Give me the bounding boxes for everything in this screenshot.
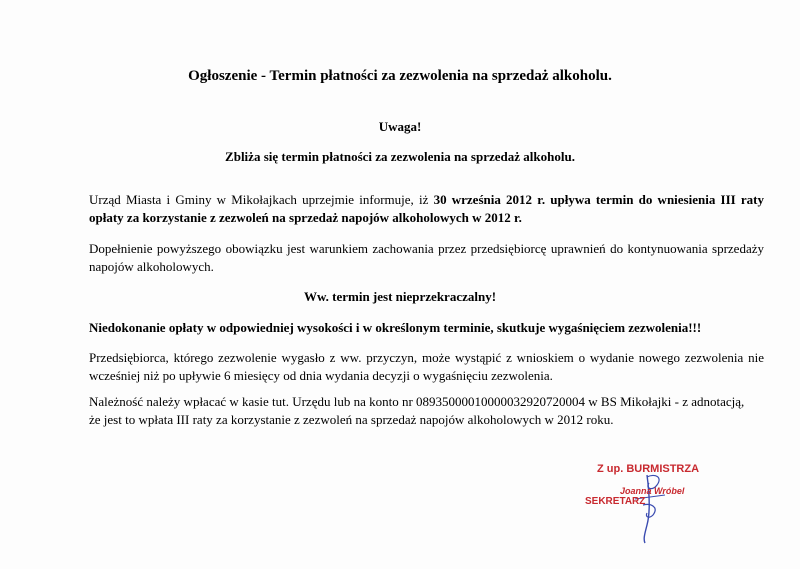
paragraph-payment: Należność należy wpłacać w kasie tut. Urzędu lub na konto nr 08935000010000032920720004 w BS Mikołajki - z adnotacją, że jest to wpłata III raty za korzystanie z zezwoleń na sprzedaż napojów alkoholowych w 2012 roku.: [89, 394, 745, 427]
stamp-line-position: SEKRETARZ: [585, 496, 646, 507]
stamp-line-name: Joanna Wróbel: [620, 486, 685, 496]
attention-heading: Uwaga!: [378, 119, 422, 134]
paragraph-obligation: Dopełnienie powyższego obowiązku jest warunkiem zachowania przez przedsiębiorcę uprawnień do kontynuowania sprzedaży napojów alkoholowych.: [89, 241, 764, 274]
paragraph-new-permit: Przedsiębiorca, którego zezwolenie wygasło z ww. przyczyn, może wystąpić z wnioskiem o wydanie nowego zezwolenia nie wcześniej niż po upływie 6 miesięcy od dnia wydania decyzji o wygaśnięciu zezwolenia.: [89, 350, 764, 383]
document-title: Ogłoszenie - Termin płatności za zezwolenia na sprzedaż alkoholu.: [188, 68, 612, 84]
paragraph-announcement-deadline: 30 września 2012 r. upływa termin do wniesienia III raty opłaty za korzystanie z zezwoleń na sprzedaż napojów alkoholowych w 2012 r.: [89, 192, 765, 225]
warning-text: Niedokonanie opłaty w odpowiedniej wysokości i w określonym terminie, skutkuje wygaśnięciem zezwolenia!!!: [89, 320, 702, 335]
paragraph-announcement: [89, 191, 764, 227]
paragraph-announcement-intro: Urząd Miasta i Gminy w Mikołajkach uprzejmie informuje, iż: [89, 192, 434, 207]
subheading: Zbliża się termin płatności za zezwolenia na sprzedaż alkoholu.: [225, 149, 575, 164]
stamp-line-authorization: Z up. BURMISTRZA: [597, 463, 700, 475]
signature-stamp: [585, 455, 705, 545]
deadline-note: Ww. termin jest nieprzekraczalny!: [303, 289, 497, 304]
